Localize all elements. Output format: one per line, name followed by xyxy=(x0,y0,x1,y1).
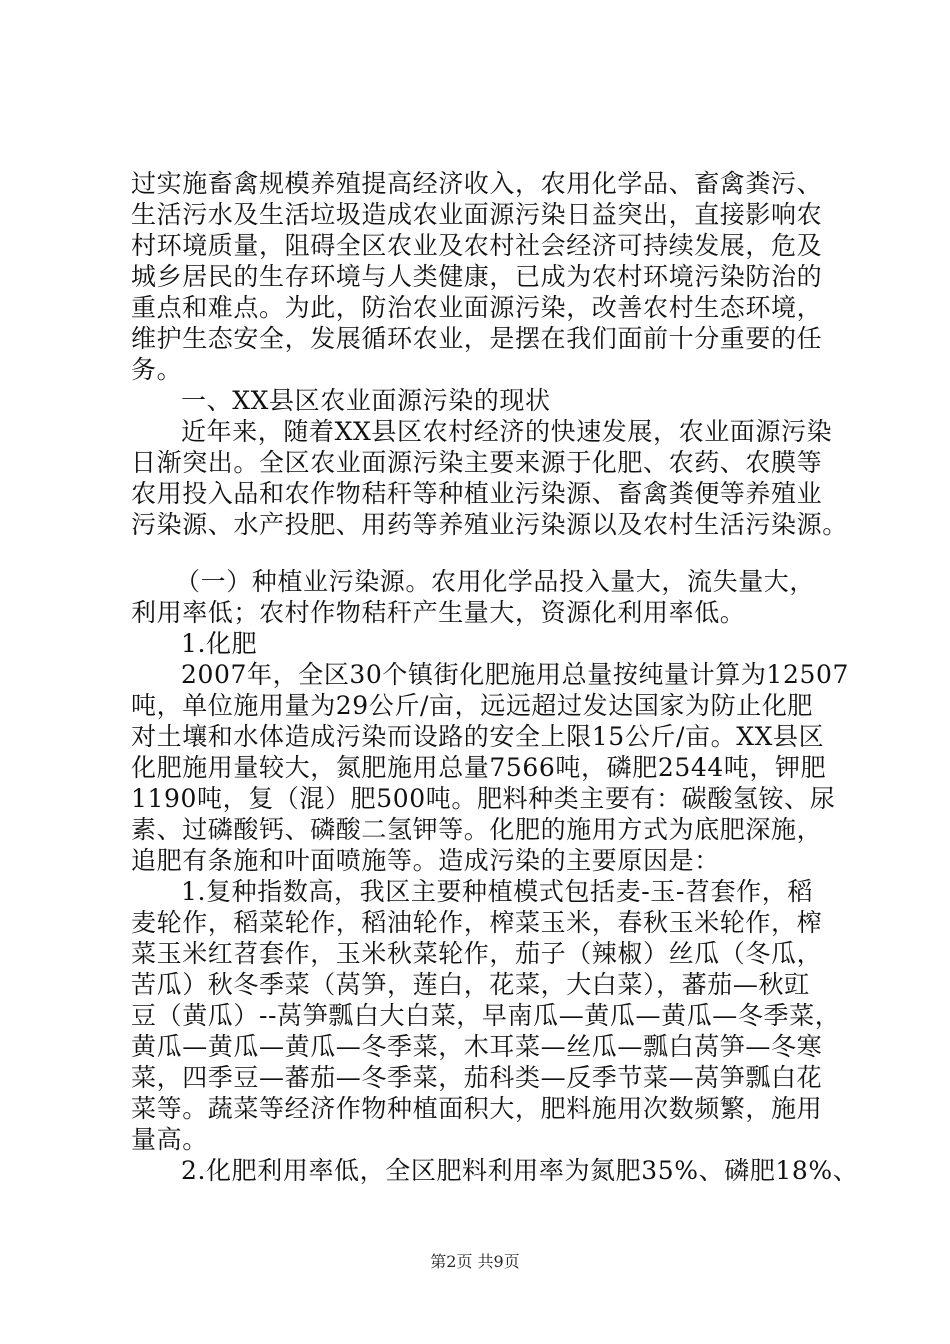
paragraph-gap xyxy=(131,540,831,566)
paragraph-line: 1190吨，复（混）肥500吨。肥料种类主要有：碳酸氢铵、尿 xyxy=(131,784,836,813)
paragraph-line: 黄瓜—黄瓜—黄瓜—冬季菜，木耳菜—丝瓜—瓢白莴笋—冬寒 xyxy=(131,1032,823,1061)
paragraph-line: 量高。 xyxy=(131,1125,208,1154)
paragraph-line: 菜玉米红苕套作，玉米秋菜轮作，茄子（辣椒）丝瓜（冬瓜， xyxy=(131,939,823,968)
paragraph-line: 追肥有条施和叶面喷施等。造成污染的主要原因是： xyxy=(131,846,720,875)
paragraph-line: 重点和难点。为此，防治农业面源污染，改善农村生态环境， xyxy=(131,293,823,322)
paragraph-line: 对土壤和水体造成污染而设路的安全上限15公斤/亩。XX县区 xyxy=(131,722,825,751)
paragraph-line: 城乡居民的生存环境与人类健康，已成为农村环境污染防治的 xyxy=(131,262,823,291)
paragraph-line: 2007年，全区30个镇街化肥施用总量按纯量计算为12507 xyxy=(181,660,849,689)
paragraph-line: 化肥施用量较大，氮肥施用总量7566吨，磷肥2544吨，钾肥 xyxy=(131,753,827,782)
paragraph-line: 素、过磷酸钙、磷酸二氢钾等。化肥的施用方式为底肥深施， xyxy=(131,815,823,844)
document-body xyxy=(131,168,859,1186)
paragraph-line: 麦轮作，稻菜轮作，稻油轮作，榨菜玉米，春秋玉米轮作，榨 xyxy=(131,908,823,937)
paragraph-line: 吨，单位施用量为29公斤/亩，远远超过发达国家为防止化肥 xyxy=(131,691,814,720)
page-number-footer: 第2页 共9页 xyxy=(430,1252,520,1271)
paragraph-line: 污染源、水产投肥、用药等养殖业污染源以及农村生活污染源。 xyxy=(131,510,848,539)
paragraph-line: 日渐突出。全区农业面源污染主要来源于化肥、农药、农膜等 xyxy=(131,448,823,477)
paragraph-line: 苦瓜）秋冬季菜（莴笋，莲白，花菜，大白菜），蕃茄—秋豇 xyxy=(131,970,810,999)
paragraph-line: 近年来，随着XX县区农村经济的快速发展，农业面源污染 xyxy=(181,417,833,446)
subsection-heading: （一）种植业污染源。农用化学品投入量大，流失量大， xyxy=(175,567,816,596)
paragraph-line: 利用率低；农村作物秸秆产生量大，资源化利用率低。 xyxy=(131,598,746,627)
paragraph-line: 菜，四季豆—蕃茄—冬季菜，茄科类—反季节菜—莴笋瓢白花 xyxy=(131,1063,823,1092)
paragraph-line: 农用投入品和农作物秸秆等种植业污染源、畜禽粪便等养殖业 xyxy=(131,479,823,508)
paragraph-line: 过实施畜禽规模养殖提高经济收入，农用化学品、畜禽粪污、 xyxy=(131,169,823,198)
item-heading: 1.化肥 xyxy=(181,629,258,658)
paragraph-line: 生活污水及生活垃圾造成农业面源污染日益突出，直接影响农 xyxy=(131,200,823,229)
section-heading: 一、XX县区农业面源污染的现状 xyxy=(181,386,551,415)
paragraph-line: 村环境质量，阻碍全区农业及农村社会经济可持续发展，危及 xyxy=(131,231,823,260)
paragraph-line: 1.复种指数高，我区主要种植模式包括麦-玉-苕套作，稻 xyxy=(181,877,813,906)
paragraph-line: 豆（黄瓜）--莴笋瓢白大白菜，早南瓜—黄瓜—黄瓜—冬季菜， xyxy=(131,1001,841,1030)
paragraph-line: 2.化肥利用率低，全区肥料利用率为氮肥35%、磷肥18%、 xyxy=(181,1156,859,1185)
paragraph-line: 务。 xyxy=(131,355,183,384)
paragraph-line: 菜等。蔬菜等经济作物种植面积大，肥料施用次数频繁，施用 xyxy=(131,1094,823,1123)
paragraph-line: 维护生态安全，发展循环农业，是摆在我们面前十分重要的任 xyxy=(131,324,823,353)
